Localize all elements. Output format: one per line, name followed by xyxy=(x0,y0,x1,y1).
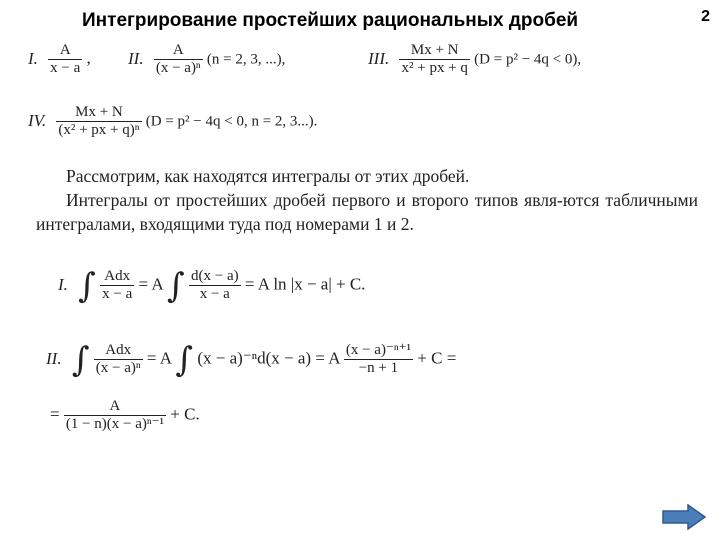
type-3-label: III. xyxy=(368,48,390,68)
next-arrow-icon[interactable] xyxy=(662,504,706,530)
type-1-numerator: A xyxy=(59,42,71,58)
integral-2-label: II. xyxy=(46,348,62,368)
integral-1-mid: = A xyxy=(138,274,163,294)
integral-2-fraction-b xyxy=(344,342,413,378)
page-number: 2 xyxy=(701,8,710,25)
integral-sign-icon: ∫ xyxy=(78,265,96,306)
fraction-type-3 xyxy=(368,42,581,78)
type-1-fraction xyxy=(48,42,82,78)
integral-2-denominator-a: (x − a)ⁿ xyxy=(95,360,141,377)
integral-2-fraction-c xyxy=(64,398,166,434)
type-4-denominator: (x² + px + q)ⁿ xyxy=(58,122,140,139)
integral-2-numerator-c: A xyxy=(109,398,121,414)
type-3-fraction xyxy=(399,42,469,78)
type-1-tail: , xyxy=(86,48,91,68)
type-2-denominator: (x − a)ⁿ xyxy=(155,60,201,77)
type-3-numerator: Mx + N xyxy=(410,42,459,58)
explanation-text xyxy=(36,164,698,236)
paragraph-1: Рассмотрим, как находятся интегралы от этих дробей. xyxy=(66,166,470,186)
integral-1-denominator-a: x − a xyxy=(102,286,133,303)
type-2-fraction xyxy=(154,42,203,78)
slide-title: Интегрирование простейших рациональных дробей xyxy=(82,10,579,31)
integral-1 xyxy=(58,265,366,306)
fraction-type-1 xyxy=(28,42,91,78)
type-4-numerator: Mx + N xyxy=(75,104,123,120)
fraction-type-4 xyxy=(28,104,317,140)
integral-1-denominator-b: x − a xyxy=(189,285,241,303)
integral-2-denominator-c: (1 − n)(x − a)ⁿ⁻¹ xyxy=(65,416,165,433)
type-3-denominator: x² + px + q xyxy=(401,60,468,77)
integral-2-mid: = A xyxy=(146,348,172,368)
integral-sign-icon: ∫ xyxy=(71,339,90,380)
integral-1-numerator-a: Adx xyxy=(104,268,131,284)
type-4-label: IV. xyxy=(28,110,47,130)
type-1-denominator: x − a xyxy=(50,60,81,77)
integral-2 xyxy=(46,339,457,380)
type-4-condition: (D = p² − 4q < 0, n = 2, 3...). xyxy=(145,113,318,130)
integral-1-label: I. xyxy=(58,274,68,294)
integral-1-numerator-b: d(x − a) xyxy=(190,268,239,284)
integral-2-fraction-a xyxy=(94,342,143,378)
integral-1-fraction-b xyxy=(189,268,241,304)
integral-2-tail: + C = xyxy=(417,348,457,368)
integral-sign-icon: ∫ xyxy=(175,339,194,380)
integral-2-continuation xyxy=(50,398,200,434)
integral-1-result: = A ln |x − a| + C. xyxy=(244,274,366,294)
type-4-fraction xyxy=(56,104,141,140)
integral-2-numerator-a: Adx xyxy=(105,342,132,358)
type-2-numerator: A xyxy=(172,42,184,58)
type-3-condition: (D = p² − 4q < 0), xyxy=(474,51,582,68)
type-2-condition: (n = 2, 3, ...), xyxy=(206,51,286,68)
type-1-label: I. xyxy=(28,48,38,68)
fraction-type-2 xyxy=(128,42,285,78)
integral-2-line2-prefix: = xyxy=(50,404,60,424)
integral-2-numerator-b: (x − a)⁻ⁿ⁺¹ xyxy=(345,342,412,358)
paragraph-2: Интегралы от простейших дробей первого и второго типов явля-ются табличными интегралами, входящими туда под номерами 1 и 2. xyxy=(36,190,698,234)
integral-2-line2-tail: + C. xyxy=(170,404,200,424)
integral-1-fraction-a xyxy=(100,268,134,304)
integral-2-body: (x − a)⁻ⁿd(x − a) = A xyxy=(197,348,340,368)
integral-sign-icon: ∫ xyxy=(167,265,185,306)
integral-2-denominator-b: −n + 1 xyxy=(344,359,413,377)
type-2-label: II. xyxy=(128,48,144,68)
